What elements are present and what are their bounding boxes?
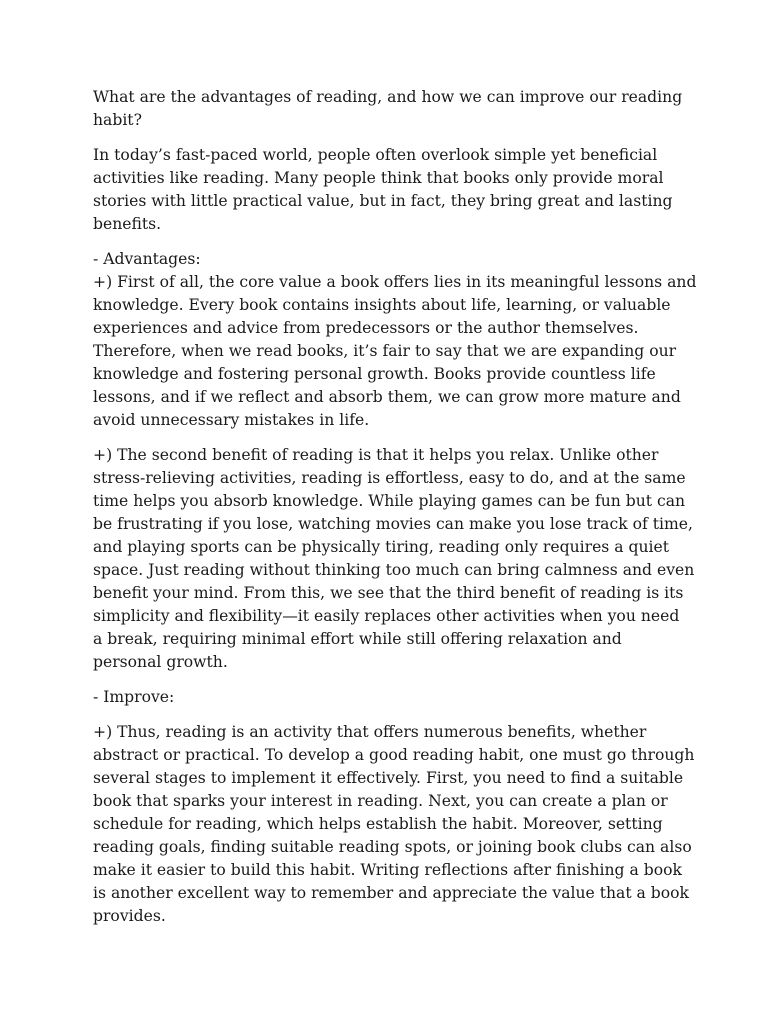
- text-line: and playing sports can be physically tiring, reading only requires a quiet: [93, 538, 670, 556]
- text-line: book that sparks your interest in reading. Next, you can create a plan or: [93, 792, 668, 810]
- text-line: +) First of all, the core value a book offers lies in its meaningful lessons and: [93, 273, 697, 291]
- text-line: +) The second benefit of reading is that it helps you relax. Unlike other: [93, 446, 659, 464]
- text-line: is another excellent way to remember and appreciate the value that a book: [93, 884, 690, 902]
- text-line: personal growth.: [93, 653, 228, 671]
- improve-paragraph: [93, 721, 695, 928]
- text-line: be frustrating if you lose, watching movies can make you lose track of time,: [93, 515, 693, 533]
- text-line: - Improve:: [93, 688, 175, 706]
- advantages-paragraph: [93, 248, 697, 432]
- text-line: time helps you absorb knowledge. While playing games can be fun but can: [93, 492, 686, 510]
- text-line: provides.: [93, 907, 166, 925]
- text-line: several stages to implement it effectively. First, you need to find a suitable: [93, 769, 684, 787]
- text-line: +) Thus, reading is an activity that offers numerous benefits, whether: [93, 723, 647, 741]
- document-title: [93, 86, 683, 132]
- section-heading-advantages: - Advantages:: [93, 250, 201, 268]
- text-line: a break, requiring minimal effort while still offering relaxation and: [93, 630, 622, 648]
- text-line: stress-relieving activities, reading is effortless, easy to do, and at the same: [93, 469, 686, 487]
- text-line: habit?: [93, 111, 142, 129]
- text-line: space. Just reading without thinking too much can bring calmness and even: [93, 561, 695, 579]
- text-line: lessons, and if we reflect and absorb them, we can grow more mature and: [93, 388, 681, 406]
- second-benefit-paragraph: [93, 444, 695, 674]
- text-line: benefits.: [93, 215, 162, 233]
- text-line: activities like reading. Many people think that books only provide moral: [93, 169, 664, 187]
- text-line: schedule for reading, which helps establish the habit. Moreover, setting: [93, 815, 663, 833]
- text-line: Therefore, when we read books, it’s fair to say that we are expanding our: [93, 342, 677, 360]
- text-line: What are the advantages of reading, and how we can improve our reading: [93, 88, 683, 106]
- text-line: avoid unnecessary mistakes in life.: [93, 411, 370, 429]
- section-heading-improve: [93, 686, 673, 709]
- text-line: knowledge. Every book contains insights about life, learning, or valuable: [93, 296, 671, 314]
- document-page: [93, 86, 697, 940]
- text-line: simplicity and flexibility—it easily replaces other activities when you need: [93, 607, 680, 625]
- text-line: make it easier to build this habit. Writing reflections after finishing a book: [93, 861, 682, 879]
- text-line: abstract or practical. To develop a good reading habit, one must go through: [93, 746, 695, 764]
- text-line: reading goals, finding suitable reading spots, or joining book clubs can also: [93, 838, 692, 856]
- intro-paragraph: [93, 144, 673, 236]
- text-line: stories with little practical value, but in fact, they bring great and lasting: [93, 192, 673, 210]
- text-line: experiences and advice from predecessors or the author themselves.: [93, 319, 639, 337]
- text-line: In today’s fast-paced world, people often overlook simple yet beneficial: [93, 146, 658, 164]
- text-line: knowledge and fostering personal growth. Books provide countless life: [93, 365, 656, 383]
- text-line: benefit your mind. From this, we see that the third benefit of reading is its: [93, 584, 684, 602]
